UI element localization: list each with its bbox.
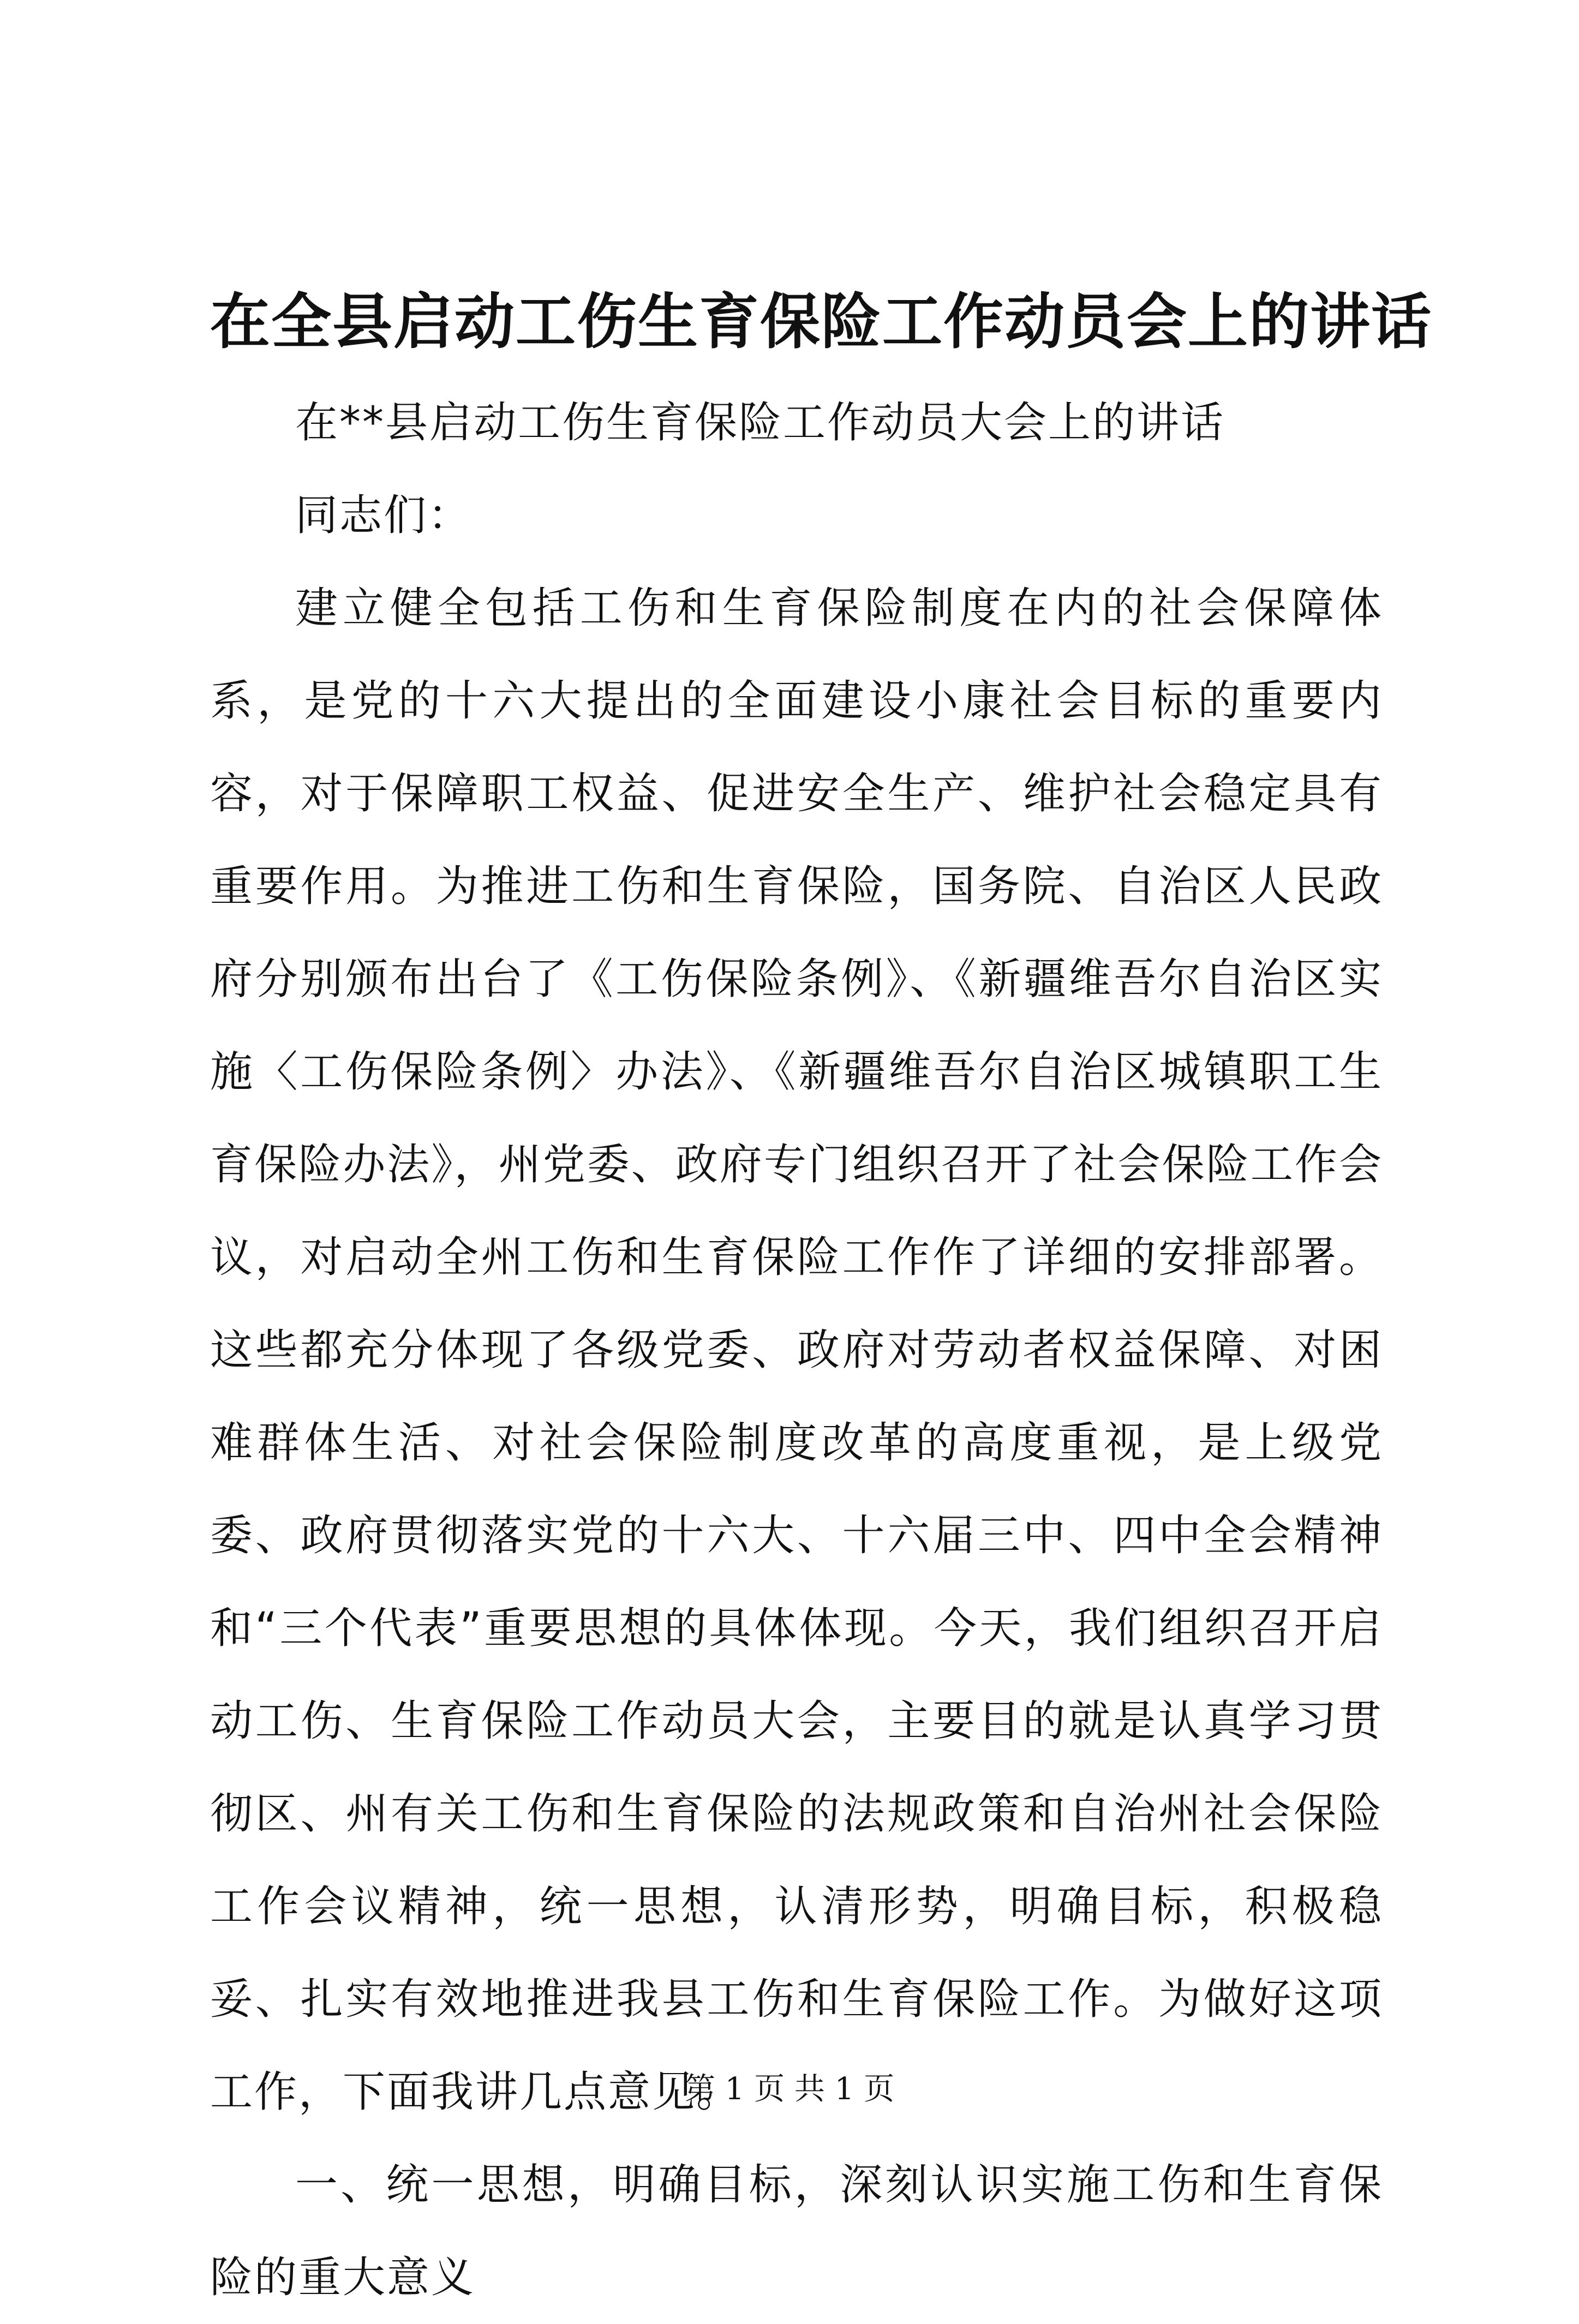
document-title: 在全县启动工伤生育保险工作动员会上的讲话: [210, 286, 1432, 357]
salutation-paragraph: 同志们：: [295, 491, 472, 540]
page-footer: 第 1 页 共 1 页: [684, 2071, 895, 2107]
section-heading-paragraph: 一、统一思想，明确目标，深刻认识实施工伤和生育保险的重大意义: [210, 2160, 1383, 2302]
body-paragraph: 建立健全包括工伤和生育保险制度在内的社会保障体系，是党的十六大提出的全面建设小康社会目标的重要内容，对于保障职工权益、促进安全生产、维护社会稳定具有重要作用。为推进工伤和生育保险，国务院、自治区人民政府分别颁布出台了《工伤保险条例》、《新疆维吾尔自治区实施〈工伤保险条例〉办法》、《新疆维吾尔自治区城镇职工生育保险办法》，州党委、政府专门组织召开了社会保险工作会议，对启动全州工伤和生育保险工作作了详细的安排部署。这些都充分体现了各级党委、政府对劳动者权益保障、对困难群体生活、对社会保险制度改革的高度重视，是上级党委、政府贯彻落实党的十六大、十六届三中、四中全会精神和“三个代表”重要思想的具体体现。今天，我们组织召开启动工伤、生育保险工作动员大会，主要目的就是认真学习贯彻区、州有关工伤和生育保险的法规政策和自治州社会保险工作会议精神，统一思想，认清形势，明确目标，积极稳妥、扎实有效地推进我县工伤和生育保险工作。为做好这项工作，下面我讲几点意见。: [210, 584, 1383, 2117]
subtitle-paragraph: 在**县启动工伤生育保险工作动员大会上的讲话: [295, 398, 1225, 447]
document-body: [210, 376, 1383, 2324]
